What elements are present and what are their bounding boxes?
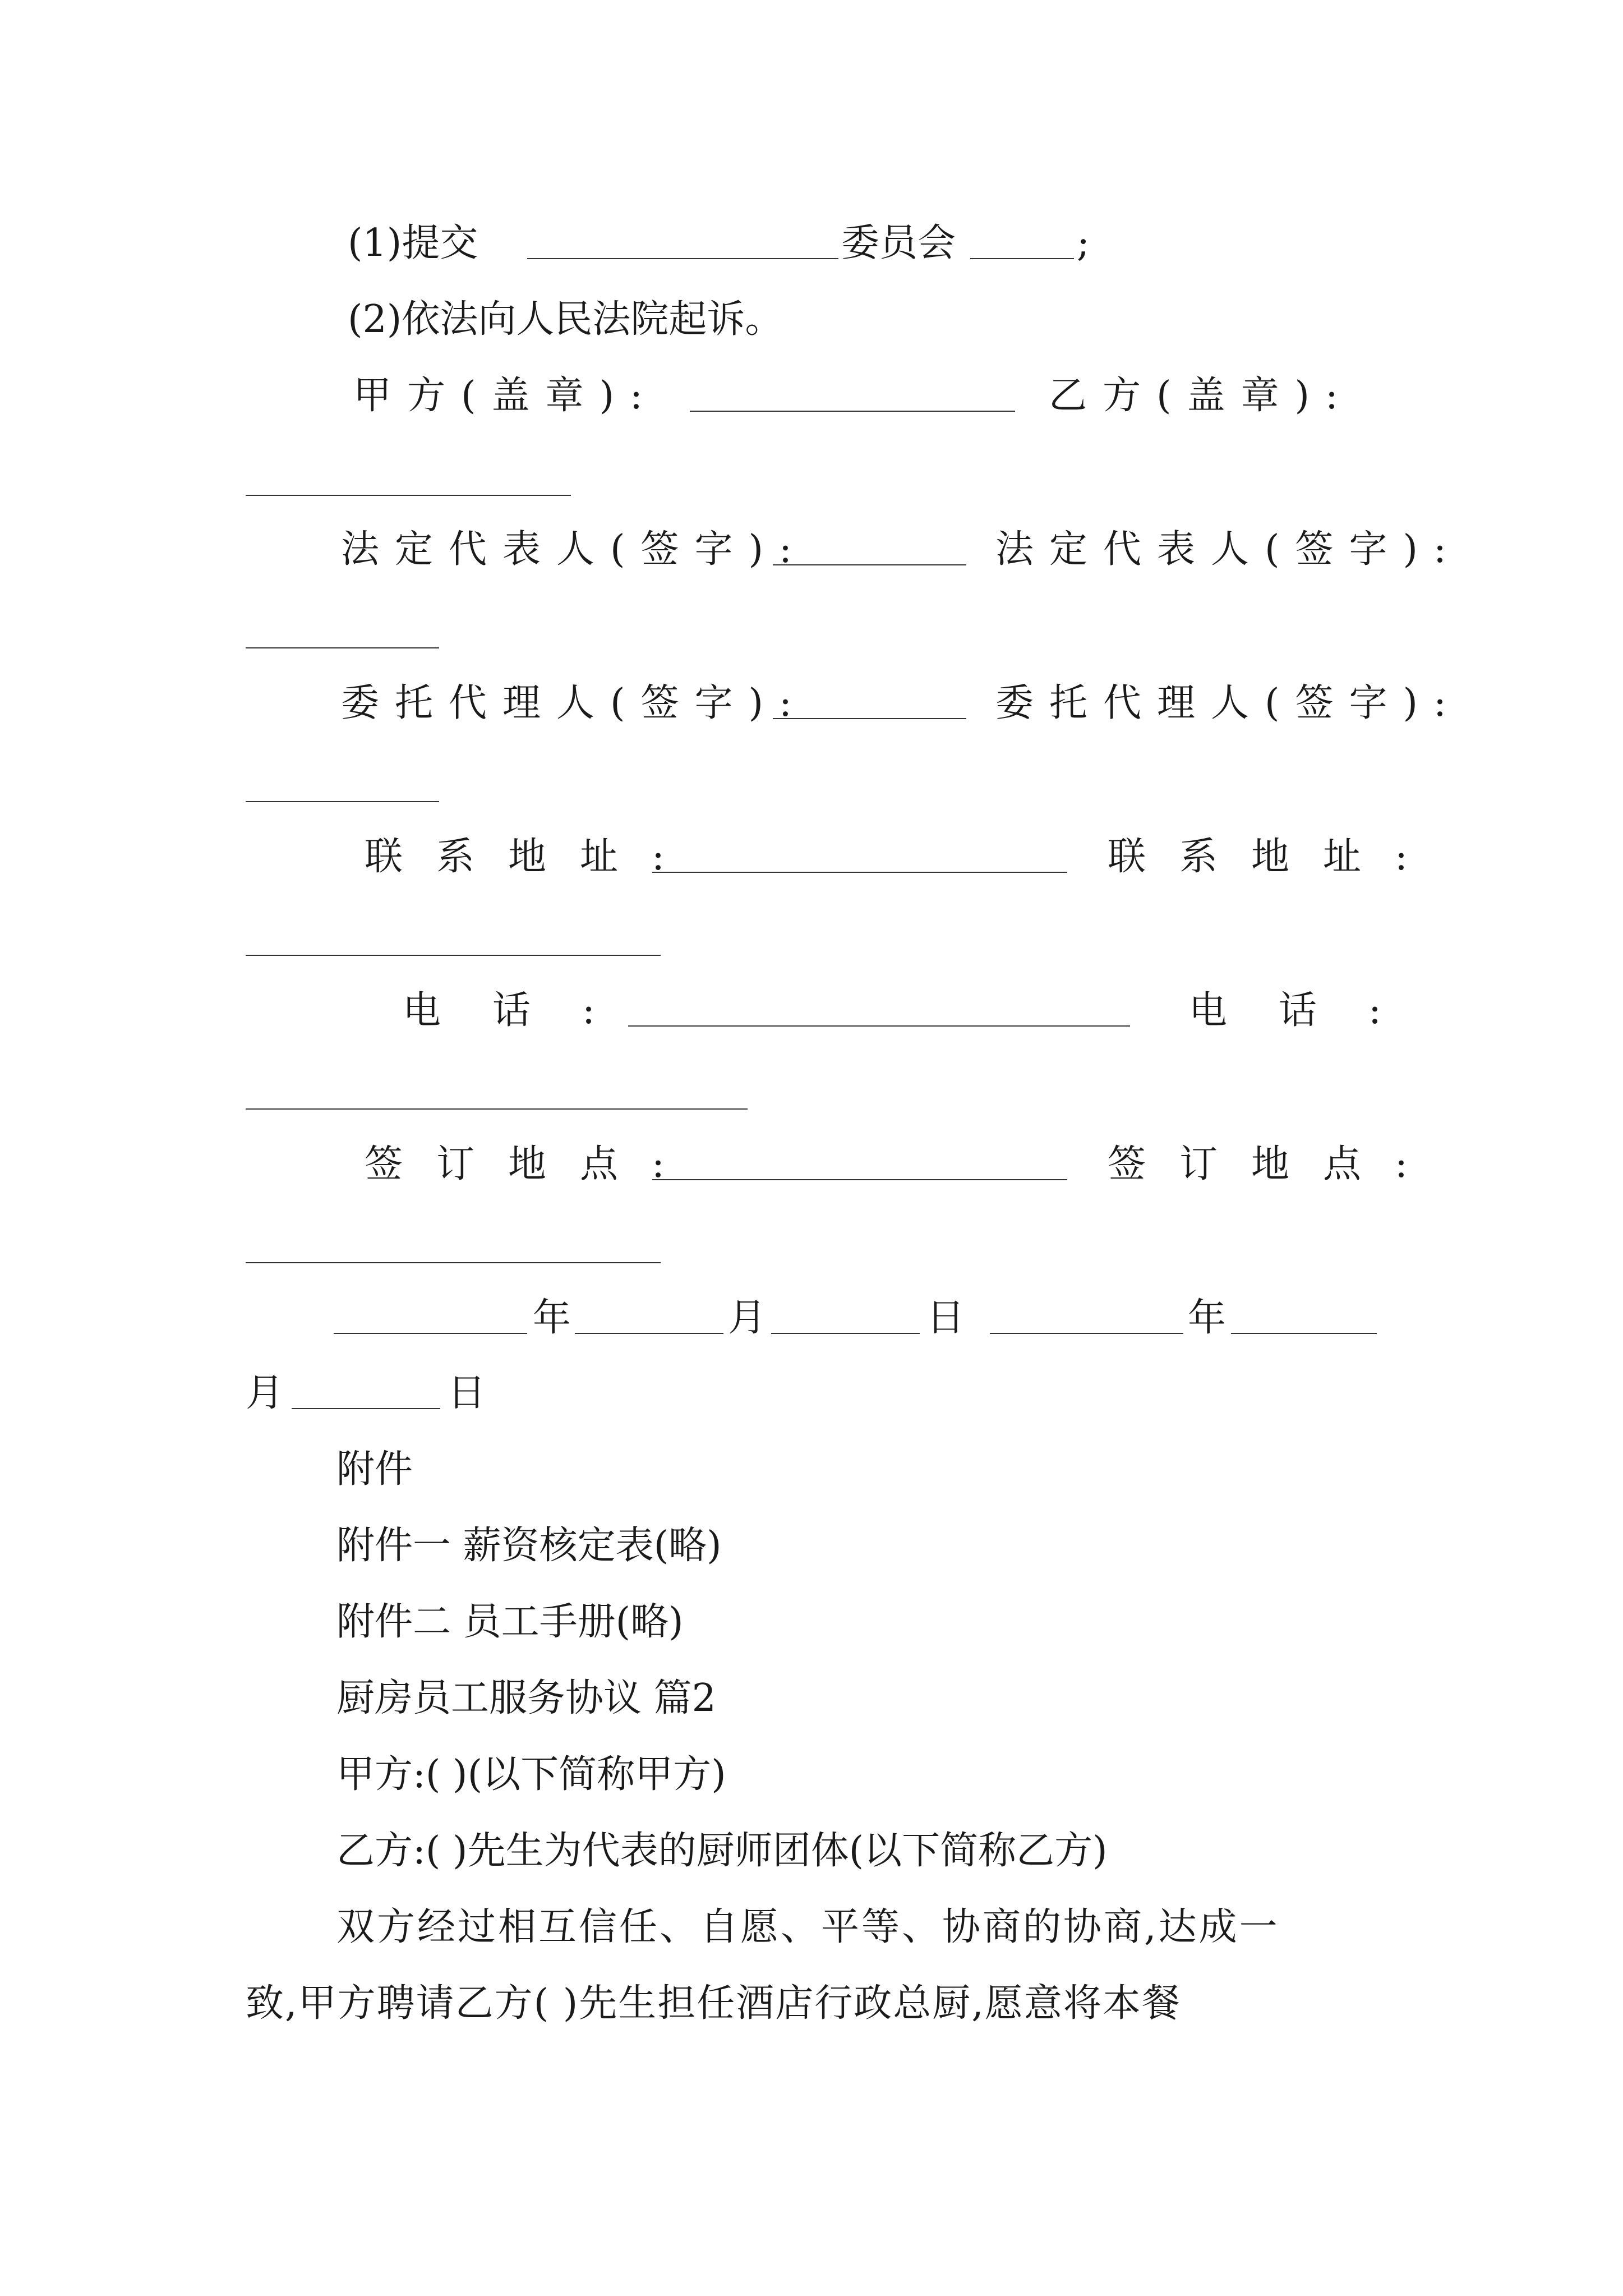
signing-place-b-label: 签订地点:	[1108, 1142, 1441, 1186]
blank-line	[527, 258, 838, 259]
section-heading	[0, 1665, 1623, 1732]
agent-line-continued	[0, 753, 1623, 820]
year-label-b: 年	[1188, 1296, 1227, 1340]
date-line-continued	[0, 1360, 1623, 1427]
blank-line	[690, 411, 1015, 412]
paragraph-line	[0, 1970, 1623, 2037]
blank-line	[773, 718, 966, 719]
phone-line-continued	[0, 1060, 1623, 1128]
date-line	[0, 1285, 1623, 1352]
blank-line	[652, 1179, 1067, 1180]
phone-a-label: 电话:	[403, 988, 647, 1033]
paragraph-line-1: 双方经过相互信任、自愿、平等、协商的协商,达成一	[336, 1905, 1280, 1949]
clause-item-2-text: (2)依法向人民法院起诉。	[348, 297, 783, 342]
legal-rep-b-label: 法定代表人(签字):	[995, 527, 1462, 572]
paragraph-line-2: 致,甲方聘请乙方( )先生担任酒店行政总厨,愿意将本餐	[246, 1981, 1181, 2026]
party-b-definition	[0, 1818, 1623, 1885]
phone-line	[0, 977, 1623, 1045]
clause-item-1-mid: 委员会	[841, 221, 956, 265]
blank-line	[246, 1262, 661, 1263]
month-label-b: 月	[246, 1371, 284, 1415]
clause-item-1	[0, 210, 1623, 277]
address-line	[0, 823, 1623, 891]
blank-line	[246, 801, 439, 802]
blank-line	[990, 1333, 1183, 1334]
legal-rep-line-continued	[0, 599, 1623, 666]
party-b-seal-label: 乙方(盖章):	[1049, 374, 1354, 418]
seal-line	[0, 362, 1623, 430]
blank-line	[246, 1108, 748, 1110]
blank-line	[292, 1408, 440, 1409]
attachment-item	[0, 1512, 1623, 1580]
party-a-definition-text: 甲方:( )(以下简称甲方)	[336, 1752, 726, 1797]
attachment-1-text: 附件一 薪资核定表(略)	[336, 1524, 722, 1568]
blank-line	[1231, 1333, 1377, 1334]
blank-line	[246, 647, 439, 648]
clause-item-1-prefix: (1)提交	[348, 221, 478, 265]
agent-b-label: 委托代理人(签字):	[995, 681, 1462, 725]
blank-line	[334, 1333, 527, 1334]
party-b-definition-text: 乙方:( )先生为代表的厨师团体(以下简称乙方)	[336, 1829, 1108, 1873]
year-label-a: 年	[533, 1296, 571, 1340]
blank-line	[628, 1025, 1130, 1027]
party-a-seal-label: 甲方(盖章):	[353, 374, 658, 418]
attachments-title: 附件	[336, 1447, 413, 1492]
party-a-definition	[0, 1741, 1623, 1809]
day-label-a: 日	[926, 1296, 965, 1340]
address-b-label: 联系地址:	[1108, 835, 1441, 879]
paragraph-line	[0, 1894, 1623, 1961]
signing-place-line	[0, 1131, 1623, 1198]
section-title: 厨房员工服务协议 篇2	[336, 1676, 716, 1720]
attachment-2-text: 附件二 员工手册(略)	[336, 1600, 684, 1644]
clause-item-1-end: ;	[1077, 221, 1090, 265]
blank-line	[771, 1333, 920, 1334]
attachment-item	[0, 1589, 1623, 1656]
address-line-continued	[0, 907, 1623, 974]
phone-b-label: 电话:	[1189, 988, 1433, 1033]
attachments-heading	[0, 1436, 1623, 1503]
clause-item-2	[0, 286, 1623, 353]
blank-line	[575, 1333, 723, 1334]
seal-line-continued	[0, 447, 1623, 514]
blank-line	[246, 955, 661, 956]
blank-line	[970, 258, 1074, 259]
agent-line	[0, 670, 1623, 737]
address-a-label: 联系地址:	[365, 835, 698, 879]
blank-line	[246, 495, 571, 496]
day-label-b: 日	[448, 1371, 486, 1415]
signing-place-a-label: 签订地点:	[365, 1142, 698, 1186]
blank-line	[652, 872, 1067, 873]
signing-place-line-continued	[0, 1214, 1623, 1281]
legal-rep-a-label: 法定代表人(签字):	[341, 527, 808, 572]
legal-rep-line	[0, 516, 1623, 583]
month-label-a: 月	[728, 1296, 767, 1340]
agent-a-label: 委托代理人(签字):	[341, 681, 808, 725]
blank-line	[773, 564, 966, 565]
